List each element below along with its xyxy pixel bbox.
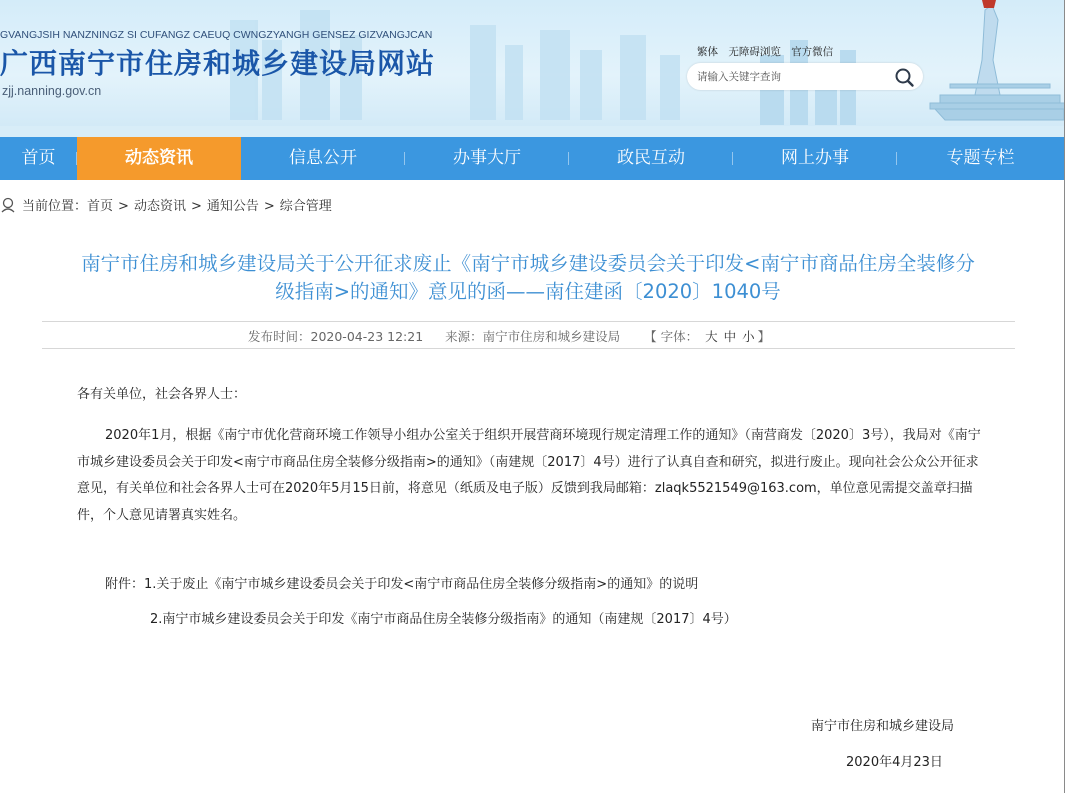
breadcrumb-news[interactable]: 动态资讯: [133, 199, 186, 214]
nav-online-service[interactable]: [733, 137, 897, 180]
article-title-line-2: 级指南>的通知》意见的函——南住建函〔2020〕1040号: [275, 280, 781, 303]
nav-home[interactable]: [0, 137, 77, 180]
search-input[interactable]: [697, 67, 887, 86]
nav-news-label: 动态资讯: [125, 148, 193, 168]
breadcrumb-home[interactable]: 首页: [87, 199, 114, 214]
attachment-2-link[interactable]: 2.南宁市城乡建设委员会关于印发《南宁市商品住房全装修分级指南》的通知（南建规〔2017〕4号）: [150, 612, 737, 627]
nav-info-disclosure-label: 信息公开: [289, 148, 357, 168]
nav-home-label: 首页: [21, 148, 56, 168]
nav-info-disclosure[interactable]: [241, 137, 405, 180]
article-source: 来源：南宁市住房和城乡建设局: [445, 329, 621, 344]
font-size-medium-button[interactable]: 中: [723, 329, 737, 344]
breadcrumb: [0, 195, 332, 214]
search-box: [687, 63, 923, 90]
site-pinyin-title: GVANGJSIH NANZNINGZ SI CUFANGZ CAEUQ CWNGZYANGH GENSEZ GIZVANGJCAN: [0, 29, 433, 41]
nav-interaction[interactable]: [569, 137, 733, 180]
publish-time: 发布时间：2020-04-23 12:21: [248, 329, 424, 344]
font-size-small-button[interactable]: 小: [742, 329, 755, 344]
nav-service-hall-label: 办事大厅: [453, 148, 521, 168]
traditional-chinese-link[interactable]: 繁体: [697, 46, 718, 58]
breadcrumb-notices[interactable]: 通知公告: [206, 199, 259, 214]
breadcrumb-separator: >: [190, 199, 202, 214]
font-size-label-close: 】: [757, 329, 771, 344]
signature-date: 2020年4月23日: [846, 755, 943, 770]
site-domain: zjj.nanning.gov.cn: [2, 84, 102, 98]
attachment-1-link[interactable]: 附件：1.关于废止《南宁市城乡建设委员会关于印发<南宁市商品住房全装修分级指南>的通知》的说明: [105, 577, 699, 592]
main-nav: [0, 137, 1064, 180]
breadcrumb-separator: >: [263, 199, 275, 214]
article-title-line-1: 南宁市住房和城乡建设局关于公开征求废止《南宁市城乡建设委员会关于印发<南宁市商品住房全装修分: [81, 252, 975, 275]
top-links: [697, 44, 840, 59]
nav-interaction-label: 政民互动: [617, 148, 685, 168]
article-meta: [248, 327, 770, 345]
vertical-scrollbar[interactable]: [1064, 0, 1080, 793]
nav-special-topics[interactable]: [897, 137, 1064, 180]
breadcrumb-prefix: 当前位置：: [22, 199, 88, 214]
signature-organization: 南宁市住房和城乡建设局: [811, 719, 955, 734]
article-title: [40, 250, 1016, 306]
location-icon: [0, 197, 18, 213]
breadcrumb-separator: >: [118, 199, 129, 214]
divider: [42, 348, 1015, 349]
nav-news[interactable]: [77, 137, 241, 180]
scrollbar-border: [1064, 0, 1065, 793]
nav-special-topics-label: 专题专栏: [946, 148, 1015, 168]
site-header: [0, 0, 1064, 137]
divider: [42, 321, 1015, 322]
greeting: 各有关单位，社会各界人士：: [77, 387, 247, 402]
body-paragraph: 2020年1月，根据《南宁市优化营商环境工作领导小组办公室关于组织开展营商环境现行规定清理工作的通知》（南营商发〔2020〕3号），我局对《南宁市城乡建设委员会关于印发<南宁市商品住房全装修分级指南>的通知》（南建规〔2017〕4号）进行了认真自查和研究，拟进行废止。现向社会公众公开征求意见，有关单位和社会各界人士可在2020年5月15日前，将意见（纸质及电子版）反馈到我局邮箱：zlaqk5521549@163.com，单位意见需提交盖章扫描件，个人意见请署真实姓名。: [77, 428, 981, 523]
official-wechat-link[interactable]: 官方微信: [791, 46, 834, 58]
nav-service-hall[interactable]: [405, 137, 569, 180]
accessibility-link[interactable]: 无障碍浏览: [728, 46, 781, 58]
site-title[interactable]: 广西南宁市住房和城乡建设局网站: [0, 47, 436, 80]
search-icon[interactable]: [893, 66, 915, 88]
font-size-label: 【 字体：: [644, 329, 699, 344]
font-size-large-button[interactable]: 大: [705, 329, 718, 344]
breadcrumb-general-management[interactable]: 综合管理: [279, 199, 332, 214]
nav-online-service-label: 网上办事: [781, 148, 849, 168]
